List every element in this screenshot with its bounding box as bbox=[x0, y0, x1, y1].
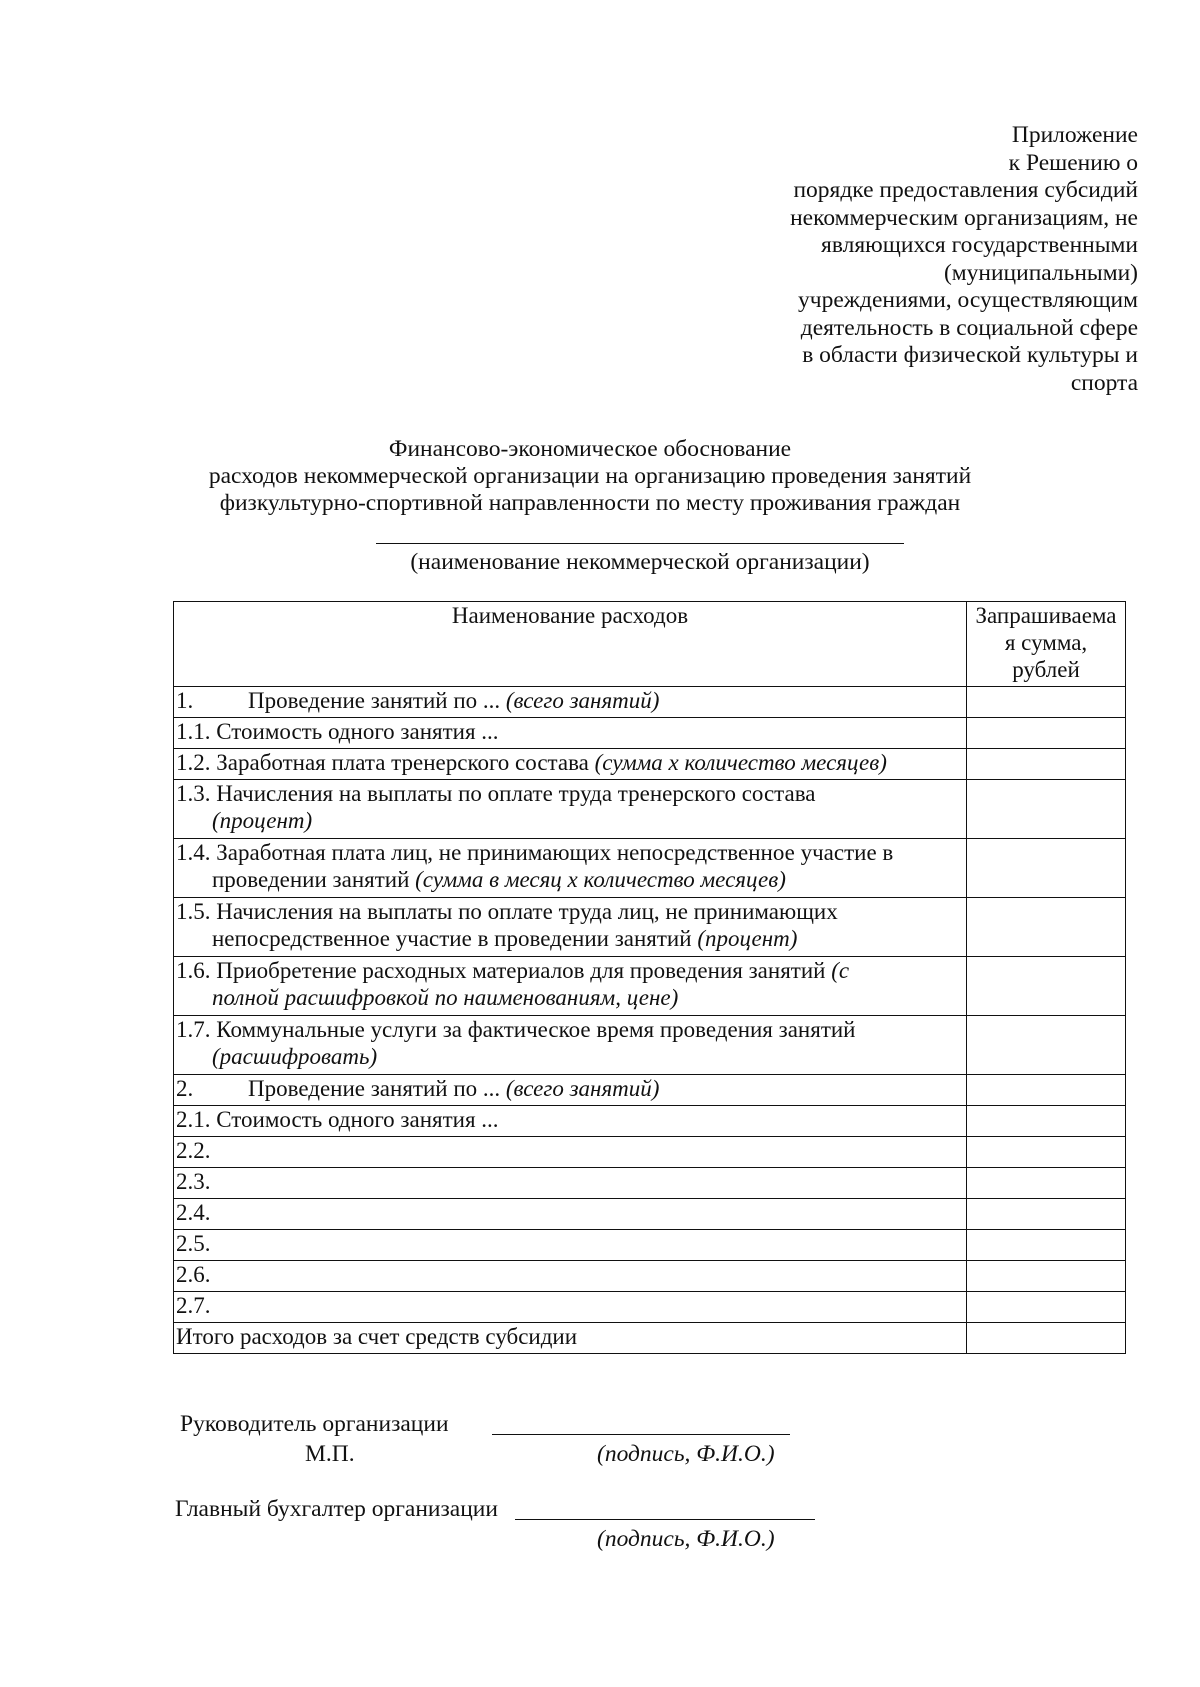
head-signature-line[interactable] bbox=[492, 1434, 790, 1435]
row-note-cont: полной расшифровкой по наименованиям, цене) bbox=[212, 985, 679, 1010]
table-header-row bbox=[174, 602, 1126, 687]
table-row bbox=[174, 687, 1126, 718]
section-number: 1. bbox=[176, 688, 194, 713]
appendix-line: Приложение bbox=[1011, 122, 1138, 148]
sum-cell[interactable] bbox=[967, 1230, 1126, 1261]
row-text: 1.7. Коммунальные услуги за фактическое время проведения занятий bbox=[176, 1017, 856, 1042]
row-note: (расшифровать) bbox=[212, 1044, 378, 1069]
table-row bbox=[174, 1075, 1126, 1106]
sum-cell[interactable] bbox=[967, 1261, 1126, 1292]
sum-cell[interactable] bbox=[967, 1137, 1126, 1168]
total-sum-cell[interactable] bbox=[967, 1323, 1126, 1354]
table-row bbox=[174, 1016, 1126, 1075]
accountant-signature-caption: (подпись, Ф.И.О.) bbox=[597, 1526, 775, 1552]
sum-cell[interactable] bbox=[967, 1016, 1126, 1075]
accountant-signature-line[interactable] bbox=[515, 1519, 815, 1520]
table-row bbox=[174, 1261, 1126, 1292]
appendix-line: в области физической культуры и bbox=[802, 342, 1138, 368]
row-1-1-cell: 1.1. Стоимость одного занятия ... bbox=[174, 718, 967, 749]
stamp-place-label: М.П. bbox=[305, 1441, 355, 1467]
row-1-4-cell bbox=[174, 839, 967, 898]
header-sum-line: Запрашиваема bbox=[975, 603, 1117, 628]
row-note: (с bbox=[831, 958, 850, 983]
row-note: (процент) bbox=[212, 808, 313, 833]
appendix-line: (муниципальными) bbox=[943, 259, 1138, 286]
sum-cell[interactable] bbox=[967, 839, 1126, 898]
header-expense-name: Наименование расходов bbox=[174, 602, 967, 687]
appendix-line: учреждениями, осуществляющим bbox=[798, 287, 1138, 313]
sum-cell[interactable] bbox=[967, 898, 1126, 957]
table-row bbox=[174, 718, 1126, 749]
section-2-cell bbox=[174, 1075, 967, 1106]
table-row bbox=[174, 1230, 1126, 1261]
row-1-7-cell bbox=[174, 1016, 967, 1075]
appendix-line: спорта bbox=[1070, 369, 1138, 396]
org-name-blank-line[interactable] bbox=[376, 543, 904, 544]
row-text: 1.5. Начисления на выплаты по оплате труда лиц, не принимающих bbox=[176, 899, 838, 924]
row-1-6-cell bbox=[174, 957, 967, 1016]
row-text: 1.4. Заработная плата лиц, не принимающих непосредственное участие в bbox=[176, 840, 894, 865]
sum-cell[interactable] bbox=[967, 687, 1126, 718]
total-label-cell: Итого расходов за счет средств субсидии bbox=[174, 1323, 967, 1354]
sum-cell[interactable] bbox=[967, 1199, 1126, 1230]
appendix-line: деятельность в социальной сфере bbox=[800, 314, 1138, 341]
accountant-signature-label: Главный бухгалтер организации bbox=[175, 1496, 498, 1522]
row-text-cont: проведении занятий bbox=[212, 867, 410, 892]
section-number: 2. bbox=[176, 1076, 194, 1101]
row-2-4-cell: 2.4. bbox=[174, 1199, 967, 1230]
table-row bbox=[174, 780, 1126, 839]
document-title bbox=[150, 436, 1030, 517]
section-1-cell bbox=[174, 687, 967, 718]
section-text: Проведение занятий по ... bbox=[248, 688, 501, 713]
appendix-line: некоммерческим организациям, не bbox=[790, 204, 1138, 231]
row-2-6-cell: 2.6. bbox=[174, 1261, 967, 1292]
row-note: (процент) bbox=[697, 926, 798, 951]
row-2-5-cell: 2.5. bbox=[174, 1230, 967, 1261]
row-1-5-cell bbox=[174, 898, 967, 957]
sum-cell[interactable] bbox=[967, 718, 1126, 749]
sum-cell[interactable] bbox=[967, 1106, 1126, 1137]
header-requested-sum bbox=[967, 602, 1126, 687]
table-row bbox=[174, 957, 1126, 1016]
appendix-line: порядке предоставления субсидий bbox=[793, 177, 1138, 203]
sum-cell[interactable] bbox=[967, 749, 1126, 780]
title-line-3: физкультурно-спортивной направленности по месту проживания граждан bbox=[219, 490, 961, 516]
table-row bbox=[174, 749, 1126, 780]
row-text: 1.6. Приобретение расходных материалов для проведения занятий bbox=[176, 958, 826, 983]
org-name-caption: (наименование некоммерческой организации) bbox=[410, 549, 870, 575]
title-line-2: расходов некоммерческой организации на организацию проведения занятий bbox=[208, 463, 972, 489]
table-row bbox=[174, 1292, 1126, 1323]
row-text: 1.3. Начисления на выплаты по оплате труда тренерского состава bbox=[176, 781, 816, 806]
table-total-row bbox=[174, 1323, 1126, 1354]
row-note: (сумма х количество месяцев) bbox=[594, 750, 887, 775]
sum-cell[interactable] bbox=[967, 780, 1126, 839]
row-2-3-cell: 2.3. bbox=[174, 1168, 967, 1199]
title-line-1: Финансово-экономическое обоснование bbox=[388, 436, 792, 462]
table-row bbox=[174, 898, 1126, 957]
appendix-line: являющихся государственными bbox=[821, 232, 1138, 258]
head-signature-label: Руководитель организации bbox=[180, 1411, 449, 1437]
row-note: (сумма в месяц х количество месяцев) bbox=[415, 867, 786, 892]
table-row bbox=[174, 1199, 1126, 1230]
sum-cell[interactable] bbox=[967, 1075, 1126, 1106]
header-sum-line: рублей bbox=[1012, 657, 1080, 682]
sum-cell[interactable] bbox=[967, 957, 1126, 1016]
appendix-line: к Решению о bbox=[1008, 149, 1138, 176]
row-text: 1.2. Заработная плата тренерского состава bbox=[176, 750, 589, 775]
table-row bbox=[174, 839, 1126, 898]
head-signature-caption: (подпись, Ф.И.О.) bbox=[597, 1441, 775, 1467]
section-note: (всего занятий) bbox=[505, 688, 660, 713]
row-2-7-cell: 2.7. bbox=[174, 1292, 967, 1323]
row-2-1-cell: 2.1. Стоимость одного занятия ... bbox=[174, 1106, 967, 1137]
header-sum-line: я сумма, bbox=[1004, 630, 1088, 655]
row-text-cont: непосредственное участие в проведении занятий bbox=[212, 926, 692, 951]
table-row bbox=[174, 1168, 1126, 1199]
table-row bbox=[174, 1106, 1126, 1137]
sum-cell[interactable] bbox=[967, 1292, 1126, 1323]
row-1-2-cell bbox=[174, 749, 967, 780]
expenses-table bbox=[173, 601, 1126, 1354]
table-row bbox=[174, 1137, 1126, 1168]
sum-cell[interactable] bbox=[967, 1168, 1126, 1199]
section-note: (всего занятий) bbox=[505, 1076, 660, 1101]
section-text: Проведение занятий по ... bbox=[248, 1076, 501, 1101]
appendix-block bbox=[770, 122, 1138, 397]
row-1-3-cell bbox=[174, 780, 967, 839]
row-2-2-cell: 2.2. bbox=[174, 1137, 967, 1168]
